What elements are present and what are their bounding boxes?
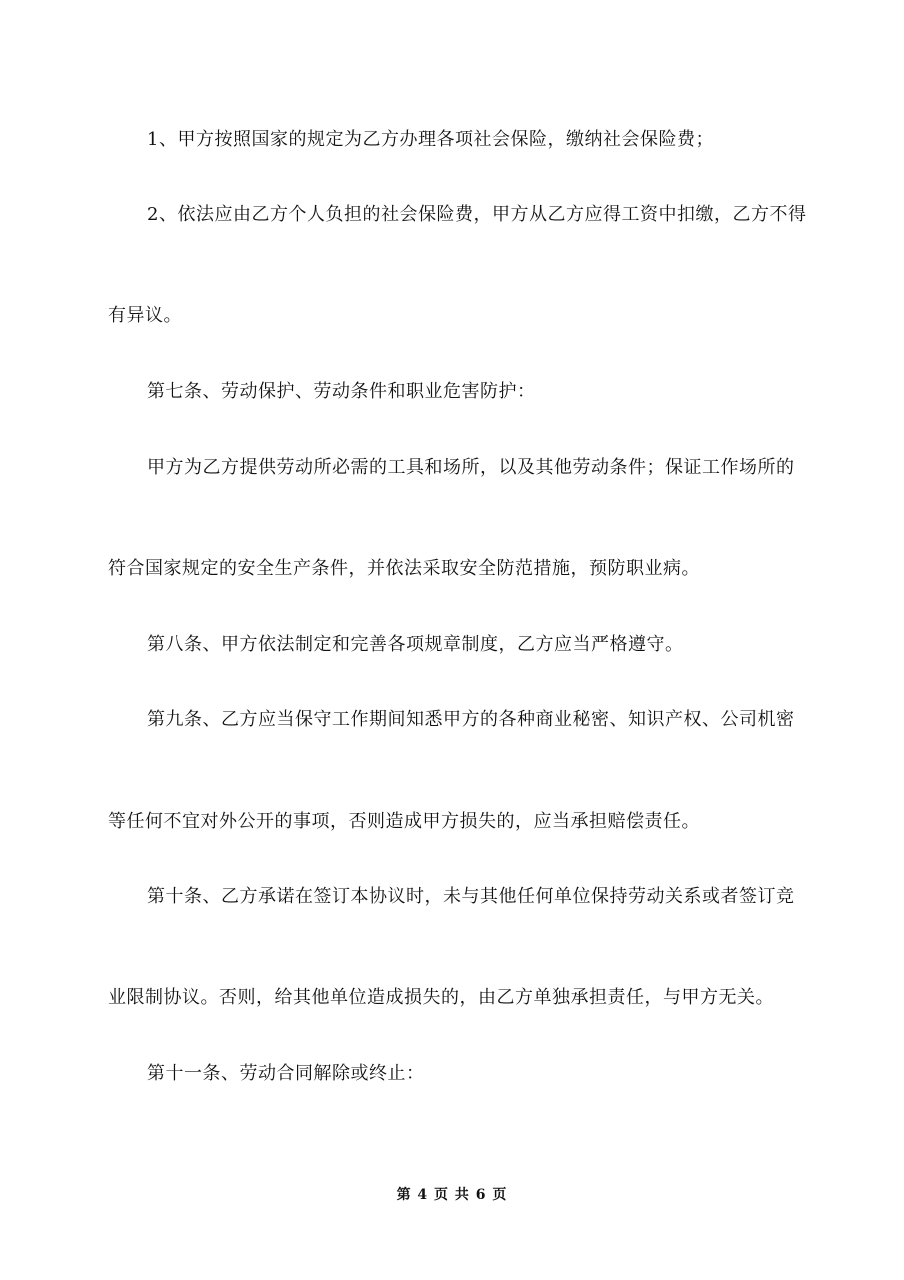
page-indicator: 第 4 页 共 6 页: [396, 1187, 508, 1203]
paragraph-line: 2、依法应由乙方个人负担的社会保险费，甲方从乙方应得工资中扣缴，乙方不得: [147, 204, 807, 225]
paragraph-line: 等任何不宜对外公开的事项，否则造成甲方损失的，应当承担赔偿责任。: [108, 811, 700, 832]
paragraph-line: 1、甲方按照国家的规定为乙方办理各项社会保险，缴纳社会保险费；: [147, 129, 714, 150]
article-heading: 第九条、乙方应当保守工作期间知悉甲方的各种商业秘密、知识产权、公司机密: [147, 709, 795, 730]
article-heading: 第十一条、劳动合同解除或终止：: [147, 1063, 425, 1084]
paragraph-line: 符合国家规定的安全生产条件，并依法采取安全防范措施，预防职业病。: [108, 558, 700, 579]
paragraph-line: 业限制协议。否则，给其他单位造成损失的，由乙方单独承担责任，与甲方无关。: [108, 987, 774, 1008]
article-heading: 第八条、甲方依法制定和完善各项规章制度，乙方应当严格遵守。: [147, 634, 684, 655]
paragraph-line: 甲方为乙方提供劳动所必需的工具和场所，以及其他劳动条件；保证工作场所的: [147, 457, 795, 478]
paragraph-line: 有异议。: [108, 305, 182, 326]
article-heading: 第七条、劳动保护、劳动条件和职业危害防护：: [147, 381, 536, 402]
article-heading: 第十条、乙方承诺在签订本协议时，未与其他任何单位保持劳动关系或者签订竞: [147, 886, 795, 907]
